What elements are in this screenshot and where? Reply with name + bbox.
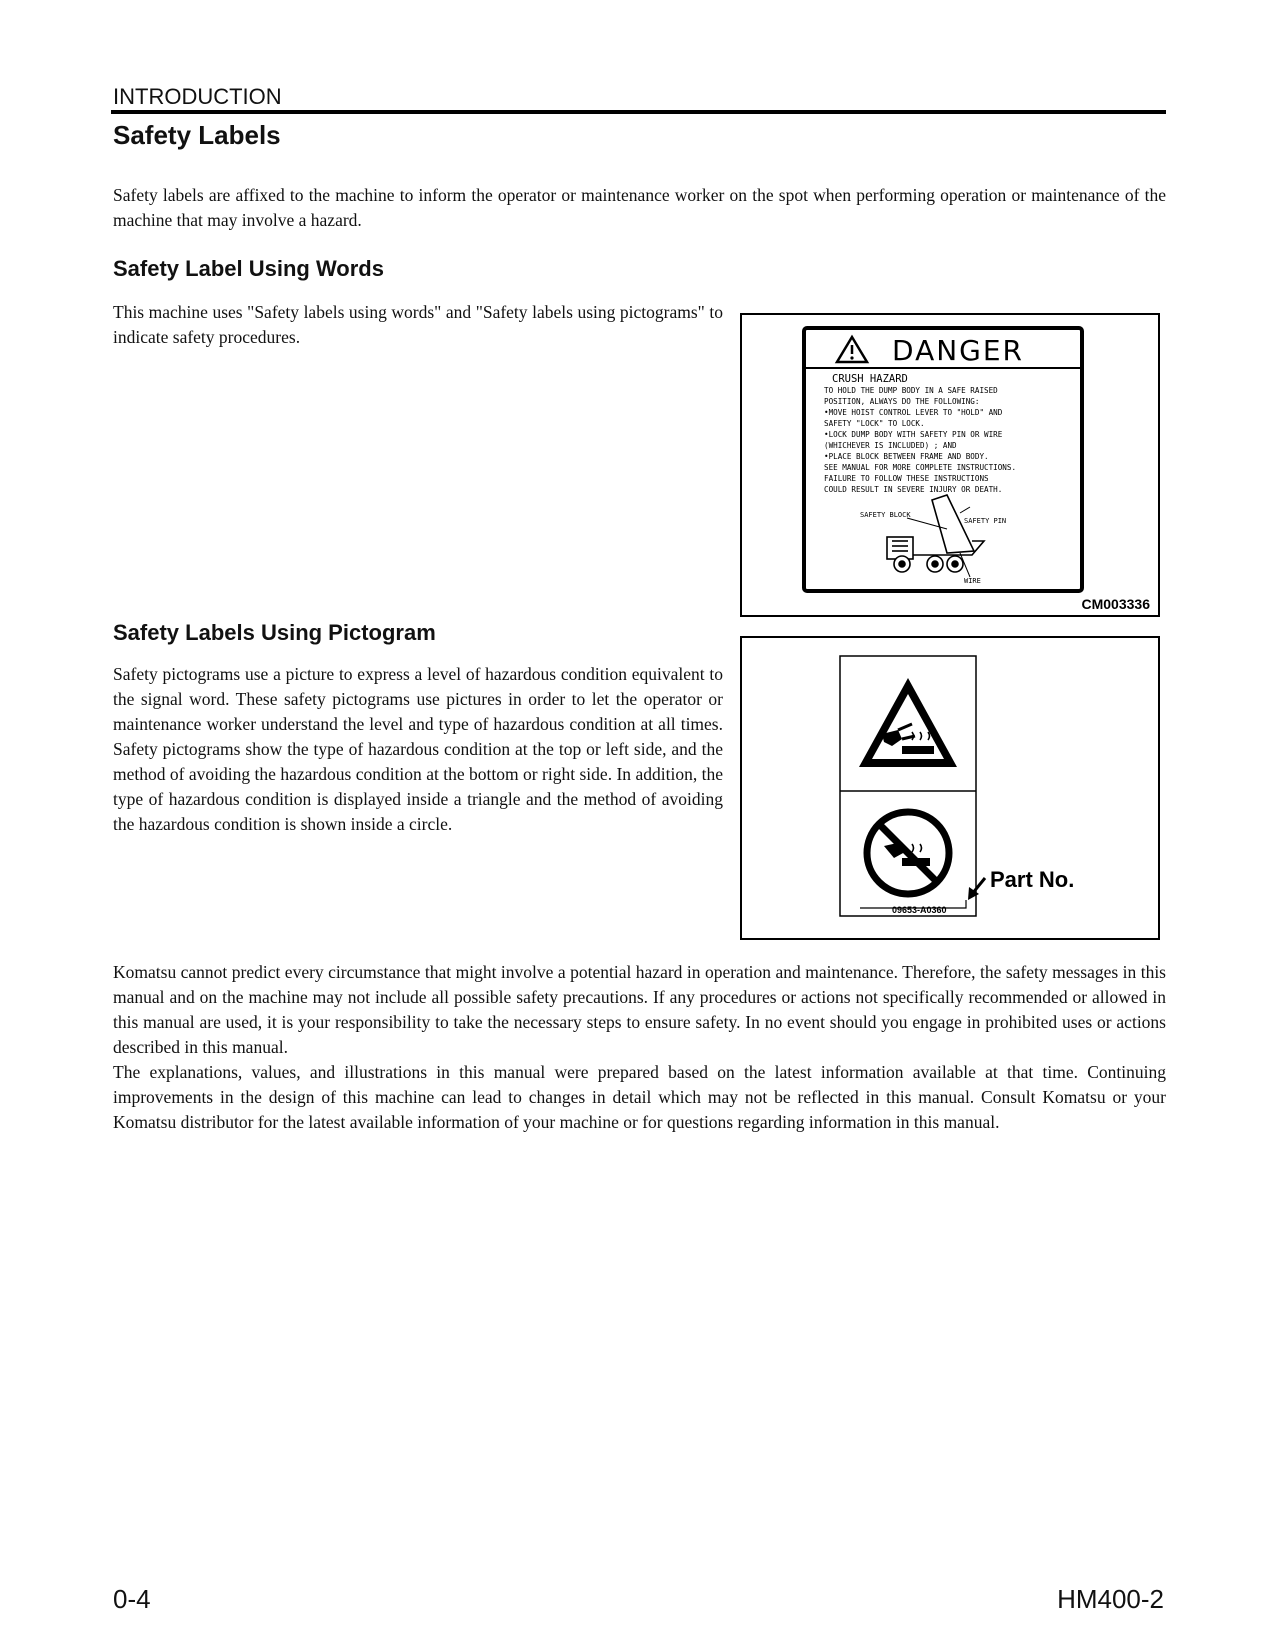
callout-safety-block: SAFETY BLOCK (860, 511, 911, 519)
closing-paragraph-1: Komatsu cannot predict every circumstance that might involve a potential hazard in operation and maintenance. Therefore, the safety messages in this manual and on the machine may not include all possible safety precautions. If any procedures or actions not specifically recommended or allowed in this manual are used, it is your responsibility to take the necessary steps to ensure safety. In no event should you engage in prohibited uses or actions described in this manual. (113, 962, 1166, 1057)
header-rule (111, 110, 1166, 114)
page-number: 0-4 (113, 1584, 151, 1614)
danger-signal-word: DANGER (892, 334, 1025, 367)
danger-line: (WHICHEVER IS INCLUDED) ; AND (824, 441, 957, 450)
words-paragraph: This machine uses "Safety labels using words" and "Safety labels using pictograms" to indicate safety procedures. (113, 302, 723, 347)
closing-text (113, 960, 1166, 1135)
intro-paragraph: Safety labels are affixed to the machine to inform the operator or maintenance worker on the spot when performing operation or maintenance of the machine that may involve a hazard. (113, 185, 1166, 230)
words-heading: Safety Label Using Words (113, 256, 384, 281)
danger-line: COULD RESULT IN SEVERE INJURY OR DEATH. (824, 485, 1003, 494)
danger-hazard-title: CRUSH HAZARD (832, 373, 908, 385)
danger-line: SAFETY "LOCK" TO LOCK. (824, 419, 925, 428)
pictogram-graphic (742, 638, 1158, 938)
figure-code: CM003336 (1081, 596, 1150, 612)
pictogram-heading: Safety Labels Using Pictogram (113, 620, 436, 645)
callout-wire: WIRE (964, 577, 981, 585)
danger-label-graphic (742, 315, 1158, 615)
danger-line: SEE MANUAL FOR MORE COMPLETE INSTRUCTIONS. (824, 463, 1017, 472)
closing-paragraph-2: The explanations, values, and illustrations in this manual were prepared based on the latest information available at that time. Continuing improvements in the design of this machine can lead to changes in detail which may not be reflected in this manual. Consult Komatsu or your Komatsu distributor for the latest available information of your machine or for questions regarding information in this manual. (113, 1062, 1166, 1132)
part-no-label: Part No. (990, 867, 1075, 892)
pictogram-figure (740, 636, 1160, 940)
danger-label-figure (740, 313, 1160, 617)
danger-line: •MOVE HOIST CONTROL LEVER TO "HOLD" AND (824, 408, 1003, 417)
danger-line: POSITION, ALWAYS DO THE FOLLOWING: (824, 397, 980, 406)
danger-line: TO HOLD THE DUMP BODY IN A SAFE RAISED (824, 386, 998, 395)
part-number: 09653-A0360 (892, 905, 947, 915)
danger-line: •LOCK DUMP BODY WITH SAFETY PIN OR WIRE (824, 430, 1003, 439)
callout-safety-pin: SAFETY PIN (964, 517, 1007, 525)
danger-line: •PLACE BLOCK BETWEEN FRAME AND BODY. (824, 452, 989, 461)
do-not-touch-prohibition-icon (867, 812, 949, 894)
pictogram-paragraph: Safety pictograms use a picture to express a level of hazardous condition equivalent to the signal word. These safety pictograms use pictures in order to let the operator or maintenance worker understand the level and type of hazardous condition at all times. Safety pictograms show the type of hazardous condition at the top or left side, and the method of avoiding the hazardous condition at the bottom or right side. In addition, the type of hazardous condition is displayed inside a triangle and the method of avoiding the hazardous condition is shown inside a circle. (113, 664, 723, 834)
danger-line: FAILURE TO FOLLOW THESE INSTRUCTIONS (824, 474, 989, 483)
page-title: Safety Labels (113, 120, 281, 150)
model-code: HM400-2 (1057, 1584, 1164, 1614)
section-label: INTRODUCTION (113, 84, 282, 109)
